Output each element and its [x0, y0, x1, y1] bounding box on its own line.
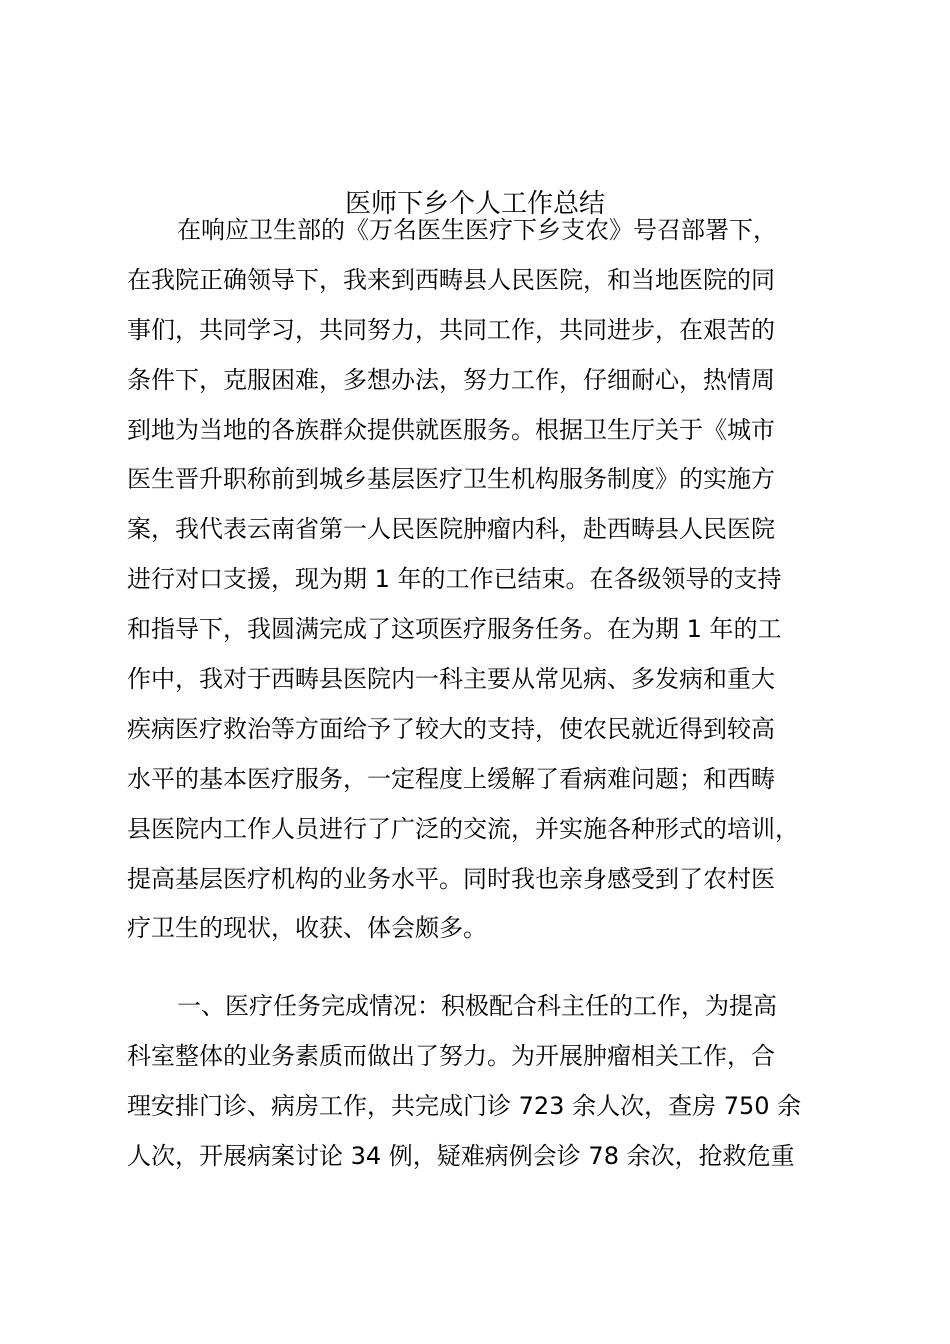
text-line: 医生晋升职称前到城乡基层医疗卫生机构服务制度》的实施方: [127, 465, 775, 494]
text-line: 提高基层医疗机构的业务水平。同时我也亲身感受到了农村医: [127, 864, 775, 893]
text-line: 人次，开展病案讨论 34 例，疑难病例会诊 78 余次，抢救危重: [127, 1141, 795, 1170]
text-line: 县医院内工作人员进行了广泛的交流，并实施各种形式的培训，: [127, 814, 799, 843]
text-line: 在响应卫生部的《万名医生医疗下乡支农》号召部署下，: [177, 216, 777, 244]
text-line: 科室整体的业务素质而做出了努力。为开展肿瘤相关工作，合: [127, 1041, 775, 1070]
text-line: 水平的基本医疗服务，一定程度上缓解了看病难问题；和西畴: [127, 764, 775, 793]
document-title: 医师下乡个人工作总结: [344, 189, 605, 219]
paragraph-section-1: [127, 982, 842, 1182]
text-line: 条件下，克服困难，多想办法，努力工作，仔细耐心，热情周: [127, 365, 775, 394]
text-line: 理安排门诊、病房工作，共完成门诊 723 余人次，查房 750 余: [127, 1091, 802, 1120]
text-line: 和指导下，我圆满完成了这项医疗服务任务。在为期 1 年的工: [127, 615, 782, 644]
paragraph-intro: [127, 206, 842, 954]
text-line: 进行对口支援，现为期 1 年的工作已结束。在各级领导的支持: [127, 565, 782, 594]
text-line: 一、医疗任务完成情况：积极配合科主任的工作，为提高: [177, 992, 777, 1020]
text-line: 案，我代表云南省第一人民医院肿瘤内科，赴西畴县人民医院: [127, 515, 775, 544]
text-line: 事们，共同学习，共同努力，共同工作，共同进步，在艰苦的: [127, 315, 775, 344]
text-line: 疾病医疗救治等方面给予了较大的支持，使农民就近得到较高: [127, 714, 775, 743]
text-line: 在我院正确领导下，我来到西畴县人民医院，和当地医院的同: [127, 265, 775, 294]
text-line: 疗卫生的现状，收获、体会颇多。: [127, 914, 487, 943]
text-line: 到地为当地的各族群众提供就医服务。根据卫生厅关于《城市: [127, 415, 775, 444]
text-line: 作中，我对于西畴县医院内一科主要从常见病、多发病和重大: [127, 665, 775, 694]
